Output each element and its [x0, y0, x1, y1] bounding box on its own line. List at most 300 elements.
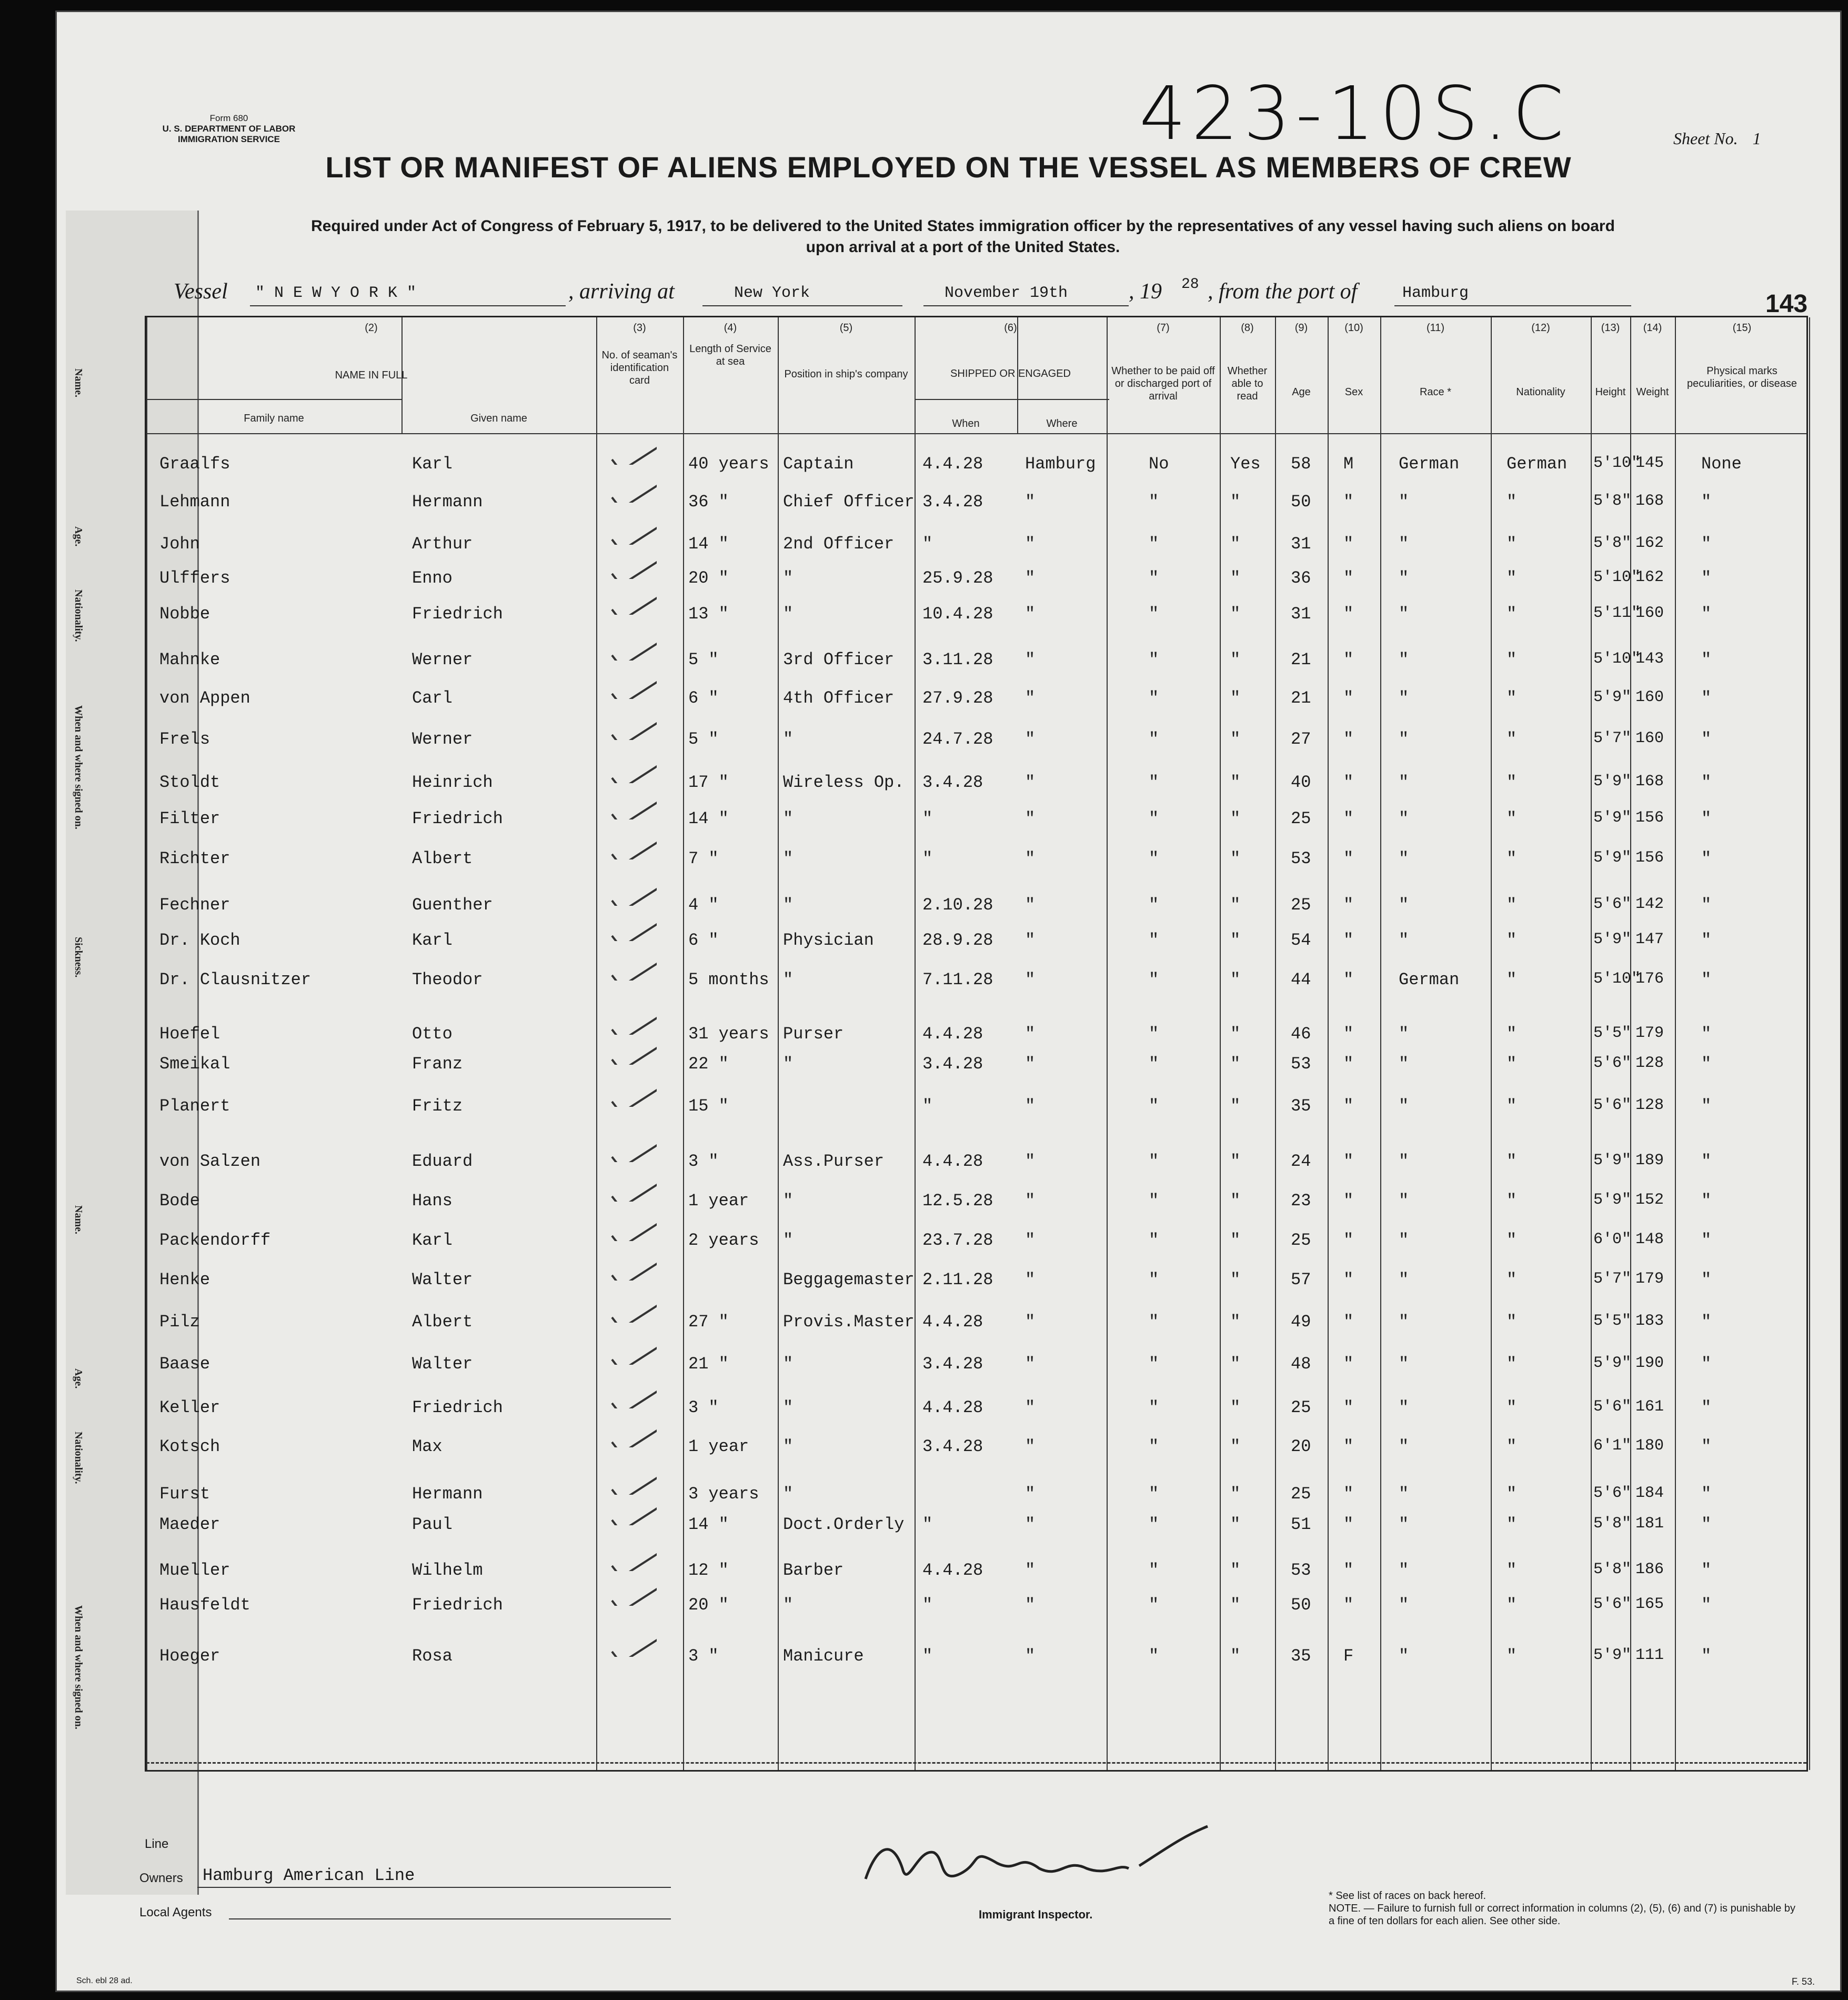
cell-race: German: [1399, 970, 1460, 989]
cell-height: 5'6": [1593, 1484, 1632, 1502]
cell-marks: ": [1701, 1024, 1712, 1044]
col2-header: NAME IN FULL: [335, 369, 408, 381]
cell-position: Physician: [783, 931, 874, 950]
cell-family: Fechner: [159, 895, 230, 915]
cell-when: 4.4.28: [922, 1312, 983, 1332]
cell-weight: 168: [1635, 773, 1664, 791]
cell-marks: ": [1701, 688, 1712, 708]
cell-nat: German: [1506, 454, 1568, 474]
cell-marks: ": [1701, 1152, 1712, 1171]
cell-race: ": [1399, 1437, 1409, 1456]
cell-race: ": [1399, 809, 1409, 828]
cell-paid: ": [1149, 849, 1159, 868]
cell-sex: ": [1343, 1595, 1354, 1615]
cell-age: 54: [1291, 931, 1311, 950]
cell-when: 28.9.28: [922, 931, 993, 950]
col3-header: No. of seaman's identification card: [601, 349, 678, 386]
cell-paid: ": [1149, 1646, 1159, 1666]
cell-where: ": [1025, 1515, 1036, 1534]
cell-where: ": [1025, 931, 1036, 950]
cell-sex: ": [1343, 604, 1354, 624]
cell-when: 4.4.28: [922, 1398, 983, 1417]
cell-when: 3.4.28: [922, 1054, 983, 1074]
cell-race: ": [1399, 1191, 1409, 1211]
cell-height: 5'9": [1593, 809, 1632, 827]
checkmark-icon: [609, 798, 657, 819]
cell-service: 13 ": [688, 604, 729, 624]
cell-marks: ": [1701, 1312, 1712, 1332]
checkmark-icon: [609, 1550, 657, 1571]
cell-race: ": [1399, 773, 1409, 792]
cell-when: 23.7.28: [922, 1231, 993, 1250]
cell-sex: ": [1343, 773, 1354, 792]
cell-given: Fritz: [412, 1096, 463, 1116]
col5-num: (5): [839, 322, 853, 334]
cell-race: ": [1399, 492, 1409, 512]
cell-age: 49: [1291, 1312, 1311, 1332]
cell-when: 27.9.28: [922, 688, 993, 708]
subtitle-line-1: Required under Act of Congress of February 5, 1917, to be delivered to the United States immigration officer by the representatives of any vessel having such aliens on board: [311, 217, 1615, 235]
owners-label: Owners: [139, 1871, 183, 1885]
cell-given: Friedrich: [412, 1595, 503, 1615]
cell-given: Eduard: [412, 1152, 473, 1171]
cell-height: 5'9": [1593, 1354, 1632, 1372]
cell-position: ": [783, 970, 794, 989]
stub-label: Age.: [73, 526, 84, 547]
cell-position: Beggagemaster: [783, 1270, 915, 1289]
checkmark-icon: [609, 920, 657, 941]
col4-header: Length of Service at sea: [689, 343, 771, 367]
cell-family: Furst: [159, 1484, 210, 1504]
cell-sex: ": [1343, 1312, 1354, 1332]
cell-service: 6 ": [688, 931, 719, 950]
cell-marks: ": [1701, 1270, 1712, 1289]
cell-nat: ": [1506, 970, 1517, 989]
stub-label: Age.: [73, 1368, 84, 1389]
cell-paid: ": [1149, 650, 1159, 669]
cell-where: ": [1025, 688, 1036, 708]
cell-paid: ": [1149, 1096, 1159, 1116]
cell-weight: 161: [1635, 1398, 1664, 1416]
cell-height: 6'1": [1593, 1437, 1632, 1455]
cell-where: ": [1025, 1595, 1036, 1615]
cell-service: 5 months: [688, 970, 769, 989]
cell-age: 40: [1291, 773, 1311, 792]
cell-sex: ": [1343, 650, 1354, 669]
cell-weight: 179: [1635, 1270, 1664, 1288]
checkmark-icon: [609, 1014, 657, 1035]
cell-age: 25: [1291, 1484, 1311, 1504]
cell-when: 3.4.28: [922, 773, 983, 792]
cell-age: 25: [1291, 1398, 1311, 1417]
cell-sex: ": [1343, 1515, 1354, 1534]
cell-race: ": [1399, 650, 1409, 669]
cell-paid: ": [1149, 970, 1159, 989]
col6-header: SHIPPED OR ENGAGED: [950, 368, 1071, 379]
cell-service: 14 ": [688, 809, 729, 828]
cell-position: Chief Officer: [783, 492, 915, 512]
cell-race: ": [1399, 1354, 1409, 1374]
cell-age: 35: [1291, 1646, 1311, 1666]
cell-nat: ": [1506, 1354, 1517, 1374]
cell-when: ": [922, 534, 933, 554]
cell-where: ": [1025, 970, 1036, 989]
cell-marks: ": [1701, 1054, 1712, 1074]
cell-sex: ": [1343, 1561, 1354, 1580]
cell-read: ": [1230, 1398, 1241, 1417]
cell-when: 4.4.28: [922, 454, 983, 474]
cell-age: 31: [1291, 604, 1311, 624]
cell-family: Maeder: [159, 1515, 220, 1534]
cell-given: Walter: [412, 1270, 473, 1289]
cell-where: ": [1025, 1484, 1036, 1504]
cell-read: ": [1230, 568, 1241, 588]
cell-given: Heinrich: [412, 773, 493, 792]
cell-where: ": [1025, 1191, 1036, 1211]
local-agents-label: Local Agents: [139, 1905, 212, 1919]
cell-nat: ": [1506, 688, 1517, 708]
cell-marks: ": [1701, 849, 1712, 868]
cell-where: ": [1025, 1231, 1036, 1250]
checkmark-icon: [609, 1636, 657, 1657]
cell-given: Karl: [412, 931, 453, 950]
cell-nat: ": [1506, 604, 1517, 624]
cell-paid: ": [1149, 1354, 1159, 1374]
cell-height: 5'8": [1593, 1515, 1632, 1533]
cell-where: ": [1025, 1054, 1036, 1074]
col13-num: (13): [1601, 322, 1620, 334]
checkmark-icon: [609, 594, 657, 615]
cell-service: 1 year: [688, 1437, 749, 1456]
cell-paid: ": [1149, 1595, 1159, 1615]
cell-when: 3.4.28: [922, 1437, 983, 1456]
cell-marks: ": [1701, 604, 1712, 624]
cell-read: ": [1230, 849, 1241, 868]
cell-where: ": [1025, 773, 1036, 792]
cell-height: 5'9": [1593, 931, 1632, 948]
cell-family: Baase: [159, 1354, 210, 1374]
cell-marks: ": [1701, 1191, 1712, 1211]
cell-paid: ": [1149, 1312, 1159, 1332]
cell-family: Pilz: [159, 1312, 200, 1332]
cell-given: Hermann: [412, 492, 483, 512]
cell-given: Karl: [412, 454, 453, 474]
cell-paid: ": [1149, 1270, 1159, 1289]
cell-height: 5'9": [1593, 688, 1632, 706]
cell-given: Hans: [412, 1191, 453, 1211]
vessel-name: " N E W Y O R K ": [255, 284, 417, 302]
cell-family: Stoldt: [159, 773, 220, 792]
cell-paid: ": [1149, 1484, 1159, 1504]
cell-position: ": [783, 1354, 794, 1374]
cell-when: ": [922, 809, 933, 828]
cell-paid: No: [1149, 454, 1169, 474]
cell-service: 5 ": [688, 650, 719, 669]
fine-note: NOTE. — Failure to furnish full or correct information in columns (2), (5), (6) and (7) is punishable by a fine of ten dollars for each alien. See other side.: [1329, 1903, 1795, 1927]
cell-race: ": [1399, 1312, 1409, 1332]
cell-where: ": [1025, 1312, 1036, 1332]
cell-age: 53: [1291, 849, 1311, 868]
cell-weight: 162: [1635, 568, 1664, 586]
cell-given: Theodor: [412, 970, 483, 989]
cell-weight: 162: [1635, 534, 1664, 552]
manifest-subtitle: [187, 216, 1739, 258]
checkmark-icon: [609, 524, 657, 545]
cell-when: ": [922, 1515, 933, 1534]
cell-given: Walter: [412, 1354, 473, 1374]
cell-marks: ": [1701, 1354, 1712, 1374]
cell-weight: 156: [1635, 809, 1664, 827]
col8-num: (8): [1241, 322, 1254, 334]
cell-family: Filter: [159, 809, 220, 828]
cell-race: ": [1399, 1270, 1409, 1289]
checkmark-icon: [609, 1387, 657, 1408]
crew-table: [145, 316, 1808, 1772]
cell-race: ": [1399, 534, 1409, 554]
cell-when: 24.7.28: [922, 729, 993, 749]
cell-where: ": [1025, 1398, 1036, 1417]
given-name-header: Given name: [470, 413, 527, 424]
sheet-number: [1673, 129, 1761, 148]
cell-read: ": [1230, 1270, 1241, 1289]
cell-race: ": [1399, 1024, 1409, 1044]
checkmark-icon: [609, 719, 657, 740]
cell-where: ": [1025, 849, 1036, 868]
arrival-date: November 19th: [945, 284, 1068, 302]
checkmark-icon: [609, 1344, 657, 1365]
cell-family: von Appen: [159, 688, 250, 708]
cell-race: ": [1399, 1515, 1409, 1534]
cell-race: German: [1399, 454, 1460, 474]
cell-height: 5'7": [1593, 1270, 1632, 1288]
cell-position: ": [783, 1595, 794, 1615]
cell-age: 51: [1291, 1515, 1311, 1534]
cell-read: ": [1230, 688, 1241, 708]
cell-height: 5'8": [1593, 492, 1632, 510]
stub-label: When and where signed on.: [73, 705, 84, 829]
cell-nat: ": [1506, 1646, 1517, 1666]
cell-height: 6'0": [1593, 1231, 1632, 1248]
cell-race: ": [1399, 849, 1409, 868]
cell-read: ": [1230, 1515, 1241, 1534]
cell-height: 5'6": [1593, 1096, 1632, 1114]
cell-sex: ": [1343, 895, 1354, 915]
cell-where: ": [1025, 895, 1036, 915]
cell-paid: ": [1149, 534, 1159, 554]
col14-header: Weight: [1636, 386, 1669, 398]
cell-weight: 152: [1635, 1191, 1664, 1209]
cell-sex: ": [1343, 1270, 1354, 1289]
cell-when: 10.4.28: [922, 604, 993, 624]
inspector-label: Immigrant Inspector.: [979, 1908, 1093, 1921]
cell-given: Max: [412, 1437, 443, 1456]
cell-position: Manicure: [783, 1646, 864, 1666]
cell-where: ": [1025, 1354, 1036, 1374]
cell-family: von Salzen: [159, 1152, 261, 1171]
cell-family: Dr. Clausnitzer: [159, 970, 312, 989]
stub-label: Sickness.: [73, 937, 84, 978]
cell-sex: ": [1343, 931, 1354, 950]
cell-read: ": [1230, 1646, 1241, 1666]
cell-weight: 143: [1635, 650, 1664, 668]
year-prefix: , 19: [1129, 279, 1162, 304]
cell-family: Mueller: [159, 1561, 230, 1580]
cell-height: 5'9": [1593, 1646, 1632, 1664]
checkmark-icon: [609, 1086, 657, 1107]
cell-sex: ": [1343, 1354, 1354, 1374]
cell-position: ": [783, 809, 794, 828]
checkmark-icon: [609, 639, 657, 661]
cell-age: 46: [1291, 1024, 1311, 1044]
col10-header: Sex: [1344, 386, 1363, 398]
checkmark-icon: [609, 838, 657, 859]
cell-marks: ": [1701, 534, 1712, 554]
cell-family: Frels: [159, 729, 210, 749]
cell-race: ": [1399, 1231, 1409, 1250]
cell-marks: ": [1701, 809, 1712, 828]
cell-nat: ": [1506, 568, 1517, 588]
cell-read: ": [1230, 1054, 1241, 1074]
col12-header: Nationality: [1516, 386, 1565, 398]
cell-service: 36 ": [688, 492, 729, 512]
cell-position: ": [783, 1437, 794, 1456]
cell-nat: ": [1506, 1561, 1517, 1580]
cell-position: ": [783, 1398, 794, 1417]
cell-sex: ": [1343, 1024, 1354, 1044]
cell-service: 20 ": [688, 1595, 729, 1615]
cell-paid: ": [1149, 895, 1159, 915]
col7-num: (7): [1157, 322, 1170, 334]
cell-marks: ": [1701, 970, 1712, 989]
cell-nat: ": [1506, 1312, 1517, 1332]
checkmark-icon: [609, 1259, 657, 1281]
cell-position: 3rd Officer: [783, 650, 895, 669]
cell-given: Werner: [412, 729, 473, 749]
cell-service: 17 ": [688, 773, 729, 792]
cell-service: 3 ": [688, 1646, 719, 1666]
cell-read: ": [1230, 1152, 1241, 1171]
cell-when: 12.5.28: [922, 1191, 993, 1211]
cell-age: 48: [1291, 1354, 1311, 1374]
cell-when: 4.4.28: [922, 1561, 983, 1580]
cell-sex: ": [1343, 729, 1354, 749]
cell-family: Smeikal: [159, 1054, 230, 1074]
cell-marks: ": [1701, 895, 1712, 915]
cell-marks: ": [1701, 1437, 1712, 1456]
cell-nat: ": [1506, 1270, 1517, 1289]
cell-when: ": [922, 1096, 933, 1116]
checkmark-icon: [609, 1181, 657, 1202]
cell-nat: ": [1506, 1437, 1517, 1456]
cell-age: 23: [1291, 1191, 1311, 1211]
when-header: When: [952, 418, 980, 429]
cell-given: Franz: [412, 1054, 463, 1074]
cell-nat: ": [1506, 1191, 1517, 1211]
cell-given: Friedrich: [412, 809, 503, 828]
cell-nat: ": [1506, 809, 1517, 828]
cell-sex: ": [1343, 970, 1354, 989]
cell-nat: ": [1506, 895, 1517, 915]
form-number: Form 680: [209, 113, 248, 123]
cell-read: ": [1230, 1437, 1241, 1456]
family-name-header: Family name: [244, 413, 304, 424]
cell-sex: ": [1343, 1398, 1354, 1417]
cell-height: 5'8": [1593, 534, 1632, 552]
col10-num: (10): [1344, 322, 1363, 334]
cell-sex: ": [1343, 809, 1354, 828]
cell-marks: ": [1701, 773, 1712, 792]
cell-read: ": [1230, 895, 1241, 915]
cell-nat: ": [1506, 931, 1517, 950]
col5-header: Position in ship's company: [784, 368, 908, 380]
cell-family: Henke: [159, 1270, 210, 1289]
cell-weight: 181: [1635, 1515, 1664, 1533]
cell-nat: ": [1506, 729, 1517, 749]
cell-given: Carl: [412, 688, 453, 708]
cell-service: 7 ": [688, 849, 719, 868]
cell-position: Doct.Orderly: [783, 1515, 905, 1534]
cell-sex: ": [1343, 1484, 1354, 1504]
cell-height: 5'9": [1593, 1152, 1632, 1169]
cell-service: 3 ": [688, 1152, 719, 1171]
cell-when: ": [922, 849, 933, 868]
cell-given: Hermann: [412, 1484, 483, 1504]
checkmark-icon: [609, 1141, 657, 1162]
cell-race: ": [1399, 604, 1409, 624]
stub-label: Name.: [73, 1205, 84, 1234]
cell-position: Captain: [783, 454, 854, 474]
cell-when: 3.4.28: [922, 492, 983, 512]
cell-position: Wireless Op.: [783, 773, 905, 792]
cell-read: ": [1230, 729, 1241, 749]
col9-header: Age: [1292, 386, 1311, 398]
cell-where: ": [1025, 1561, 1036, 1580]
cell-given: Friedrich: [412, 1398, 503, 1417]
form-id-block: [145, 113, 313, 145]
cell-height: 5'10": [1593, 454, 1641, 472]
cell-family: Graalfs: [159, 454, 230, 474]
cell-age: 25: [1291, 895, 1311, 915]
cell-read: ": [1230, 1312, 1241, 1332]
cell-family: Planert: [159, 1096, 230, 1116]
cell-weight: 128: [1635, 1096, 1664, 1114]
cell-height: 5'8": [1593, 1561, 1632, 1578]
cell-marks: ": [1701, 650, 1712, 669]
col15-header: Physical marks peculiarities, or disease: [1687, 365, 1797, 389]
cell-service: 6 ": [688, 688, 719, 708]
from-port-label: , from the port of: [1208, 279, 1358, 304]
cell-nat: ": [1506, 534, 1517, 554]
cell-where: ": [1025, 1152, 1036, 1171]
col6-num: (6): [1004, 322, 1017, 334]
cell-when: 2.11.28: [922, 1270, 993, 1289]
cell-height: 5'5": [1593, 1312, 1632, 1330]
cell-sex: F: [1343, 1646, 1354, 1666]
cell-paid: ": [1149, 1191, 1159, 1211]
cell-position: ": [783, 568, 794, 588]
cell-nat: ": [1506, 1398, 1517, 1417]
cell-position: ": [783, 1231, 794, 1250]
col9-num: (9): [1294, 322, 1308, 334]
cell-marks: ": [1701, 1231, 1712, 1250]
cell-sex: ": [1343, 534, 1354, 554]
cell-paid: ": [1149, 1561, 1159, 1580]
cell-weight: 128: [1635, 1054, 1664, 1072]
cell-sex: M: [1343, 454, 1354, 474]
cell-when: ": [922, 1595, 933, 1615]
cell-where: ": [1025, 534, 1036, 554]
cell-where: ": [1025, 604, 1036, 624]
